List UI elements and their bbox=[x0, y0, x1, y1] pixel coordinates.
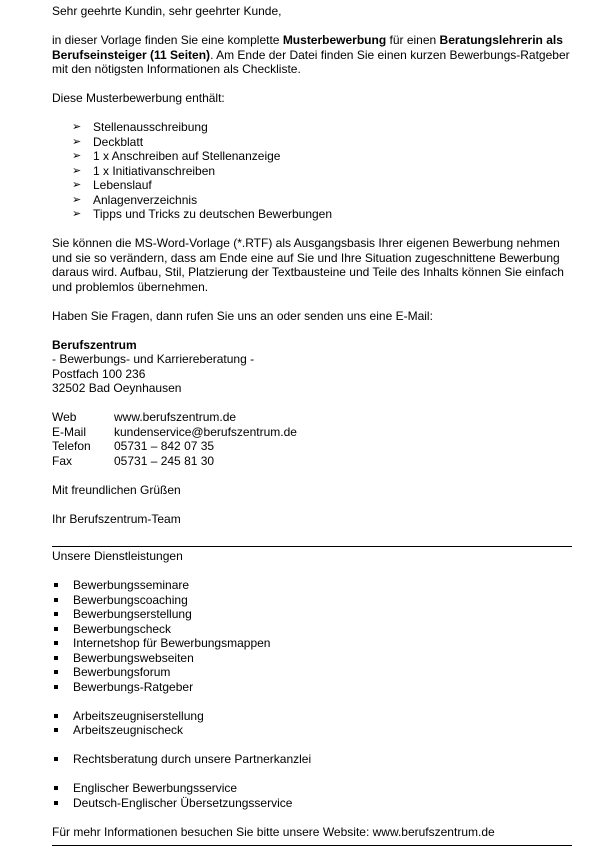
services-list-1 bbox=[52, 578, 572, 694]
list-item: ➢ Lebenslauf bbox=[72, 178, 152, 192]
company-name: Berufszentrum bbox=[52, 337, 137, 352]
intro-text-1: in dieser Vorlage finden Sie eine komplette bbox=[52, 33, 283, 47]
phone-value: 05731 – 842 07 35 bbox=[114, 439, 215, 453]
list-item: Bewerbungswebseiten bbox=[52, 651, 572, 666]
services-list-4 bbox=[52, 781, 572, 810]
contact-table bbox=[52, 410, 297, 468]
fax-value: 05731 – 245 81 30 bbox=[114, 453, 215, 468]
closing: Mit freundlichen Grüßen bbox=[52, 482, 181, 497]
list-item: Deutsch-Englischer Übersetzungsservice bbox=[52, 796, 572, 811]
list-item: Englischer Bewerbungsservice bbox=[52, 781, 572, 796]
table-row: Fax 05731 – 245 81 30 bbox=[52, 454, 297, 469]
square-bullet-icon bbox=[54, 641, 58, 645]
list-item: ➢ 1 x Initiativanschreiben bbox=[72, 163, 216, 178]
square-bullet-icon bbox=[54, 757, 58, 761]
square-bullet-icon bbox=[54, 728, 58, 732]
arrow-bullet-icon: ➢ bbox=[72, 121, 82, 133]
table-row: E-Mail kundenservice@berufszentrum.de bbox=[52, 424, 297, 439]
company-tagline: - Bewerbungs- und Karriereberatung - bbox=[52, 352, 255, 366]
services-footer: Für mehr Informationen besuchen Sie bitte unsere Website: www.berufszentrum.de bbox=[52, 824, 495, 839]
intro-paragraph bbox=[52, 33, 572, 77]
list-item: ➢ Deckblatt bbox=[72, 134, 144, 149]
table-row: Telefon 05731 – 842 07 35 bbox=[52, 439, 297, 454]
table-row: Web www.berufszentrum.de bbox=[52, 410, 297, 425]
list-item: Internetshop für Bewerbungsmappen bbox=[52, 636, 572, 651]
arrow-bullet-icon: ➢ bbox=[72, 179, 82, 191]
square-bullet-icon bbox=[54, 685, 58, 689]
signature: Ihr Berufszentrum-Team bbox=[52, 511, 181, 526]
square-bullet-icon bbox=[54, 598, 58, 602]
square-bullet-icon bbox=[54, 714, 58, 718]
word-template-paragraph: Sie können die MS-Word-Vorlage (*.RTF) als Ausgangsbasis Ihrer eigenen Bewerbung nehmen und sie so verändern, dass am Ende eine auf Sie und Ihre Situation zugeschnittene Bewerbung daraus wird. Aufbau, Stil, Platzierung der Textbausteine und Teile des Inhalts können Sie einfach und problemlos übernehmen. bbox=[52, 236, 564, 294]
list-item: ➢ 1 x Anschreiben auf Stellenanzeige bbox=[72, 149, 281, 163]
list-item: ➢ Stellenausschreibung bbox=[72, 120, 208, 134]
square-bullet-icon bbox=[54, 670, 58, 674]
questions-paragraph: Haben Sie Fragen, dann rufen Sie uns an oder senden uns eine E-Mail: bbox=[52, 308, 433, 323]
square-bullet-icon bbox=[54, 583, 58, 587]
services-heading: Unsere Dienstleistungen bbox=[52, 549, 183, 563]
list-item: Bewerbungscoaching bbox=[52, 593, 572, 608]
list-item: Arbeitszeugnischeck bbox=[52, 723, 572, 738]
email-link[interactable]: kundenservice@berufszentrum.de bbox=[114, 424, 297, 439]
arrow-bullet-icon: ➢ bbox=[72, 208, 82, 220]
bottom-divider bbox=[52, 845, 572, 846]
square-bullet-icon bbox=[54, 801, 58, 805]
greeting: Sehr geehrte Kundin, sehr geehrter Kunde, bbox=[52, 4, 282, 18]
arrow-bullet-icon: ➢ bbox=[72, 164, 82, 177]
square-bullet-icon bbox=[54, 656, 58, 660]
contains-heading: Diese Musterbewerbung enthält: bbox=[52, 91, 225, 105]
services-list-2 bbox=[52, 709, 572, 738]
list-item: Bewerbungsforum bbox=[52, 665, 572, 680]
list-item: ➢ Anlagenverzeichnis bbox=[72, 192, 198, 207]
list-item: Bewerbungscheck bbox=[52, 622, 572, 637]
list-item: ➢ Tipps und Tricks zu deutschen Bewerbungen bbox=[72, 207, 333, 221]
list-item: Bewerbungserstellung bbox=[52, 607, 572, 622]
intro-text-3: . Am Ende der Datei finden Sie einen kurzen Bewerbungs-Ratgeber mit den nötigsten Informationen als Checkliste. bbox=[52, 47, 570, 76]
intro-bold-2: Beratungslehrerin als Berufseinsteiger (11 Seiten) bbox=[52, 33, 563, 62]
company-postbox: Postfach 100 236 bbox=[52, 366, 146, 381]
square-bullet-icon bbox=[54, 786, 58, 790]
arrow-bullet-icon: ➢ bbox=[72, 193, 82, 206]
list-item: Bewerbungsseminare bbox=[52, 578, 572, 593]
arrow-bullet-icon: ➢ bbox=[72, 135, 82, 148]
list-item: Bewerbungs-Ratgeber bbox=[52, 680, 572, 695]
list-item: Rechtsberatung durch unsere Partnerkanzlei bbox=[52, 752, 572, 767]
intro-text-2: für einen bbox=[386, 33, 440, 47]
list-item: Arbeitszeugniserstellung bbox=[52, 709, 572, 724]
arrow-bullet-icon: ➢ bbox=[72, 150, 82, 162]
services-list-3 bbox=[52, 752, 572, 767]
web-link[interactable]: www.berufszentrum.de bbox=[114, 410, 237, 424]
contains-list bbox=[52, 120, 572, 222]
intro-bold-1: Musterbewerbung bbox=[282, 33, 387, 47]
document-page bbox=[52, 4, 572, 846]
company-city: 32502 Bad Oeynhausen bbox=[52, 381, 182, 395]
square-bullet-icon bbox=[54, 627, 58, 631]
square-bullet-icon bbox=[54, 612, 58, 616]
